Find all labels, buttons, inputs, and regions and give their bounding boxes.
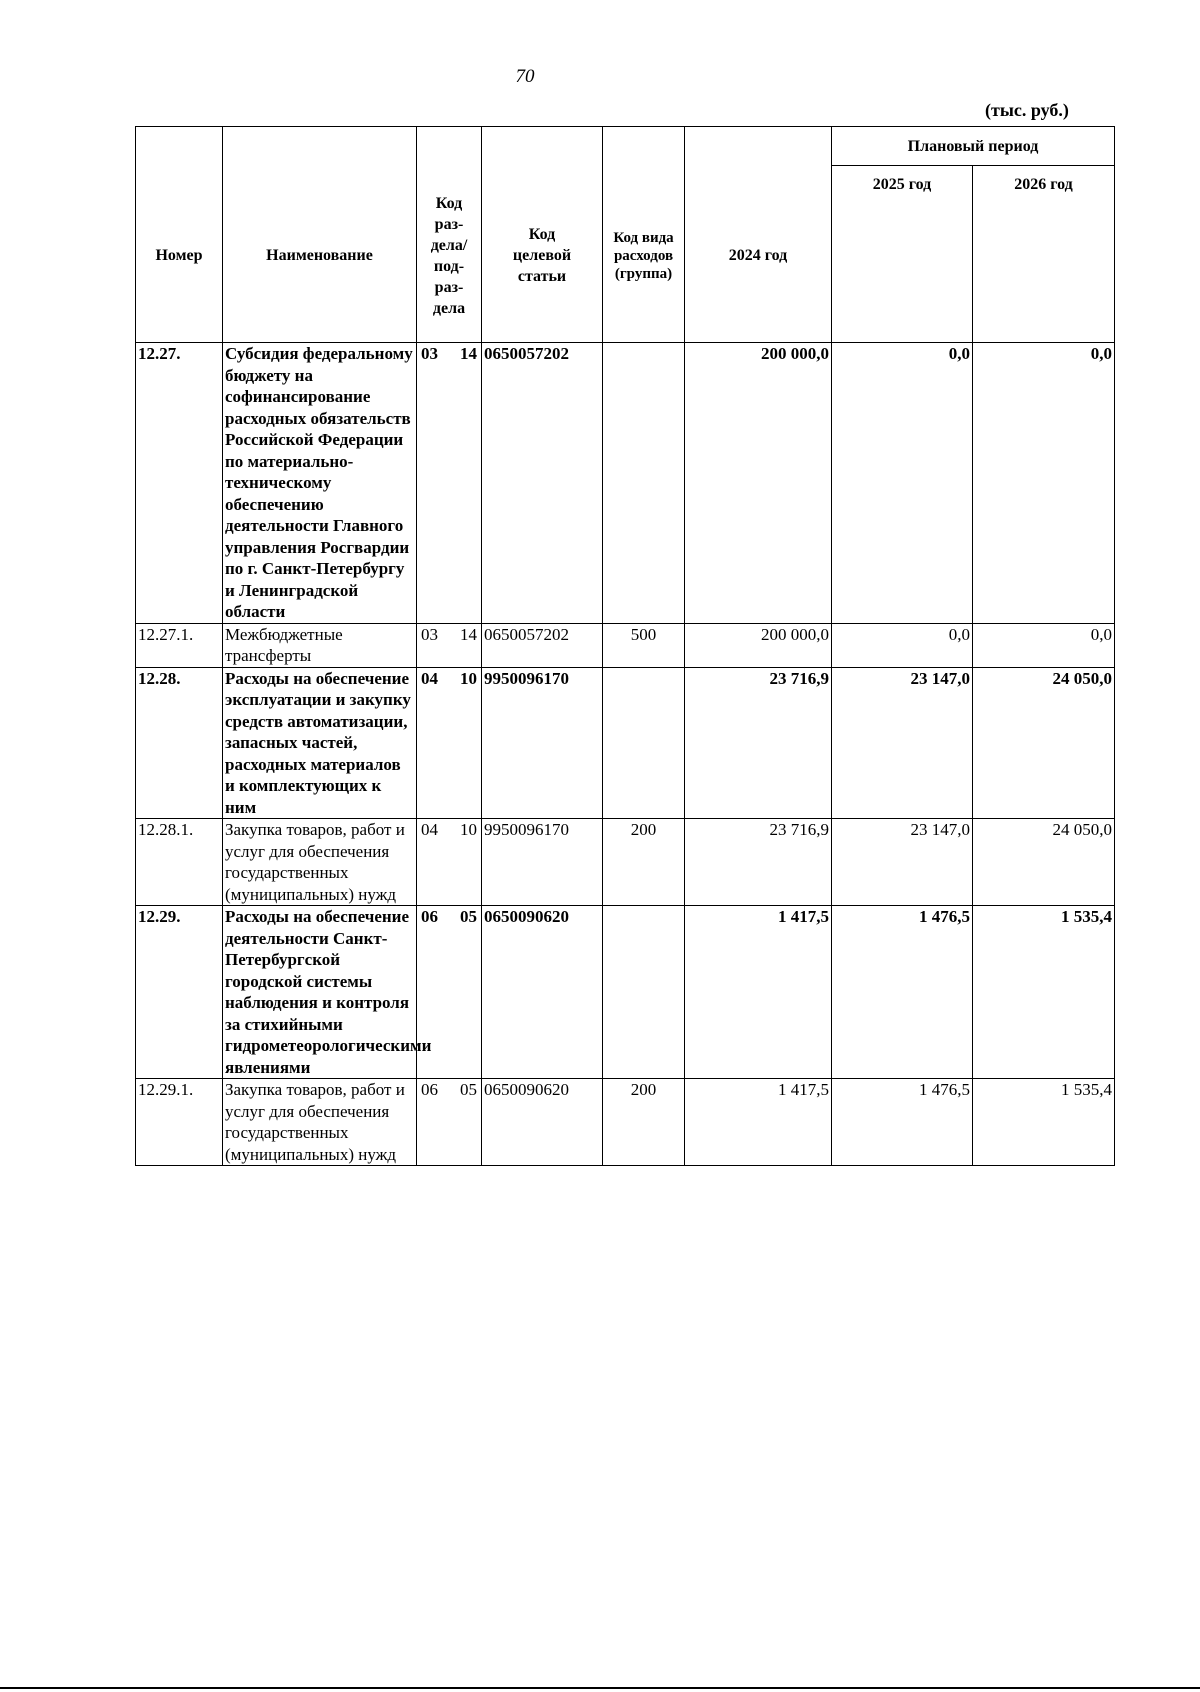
row-value-2026: 24 050,0 bbox=[973, 819, 1115, 906]
table-row bbox=[136, 906, 1115, 1079]
header-number: Номер bbox=[136, 127, 223, 343]
subsection-code: 14 bbox=[460, 624, 477, 644]
header-expense-type: Код вида расходов (группа) bbox=[603, 127, 685, 343]
row-section-code bbox=[417, 1079, 482, 1166]
row-expense-type: 200 bbox=[603, 1079, 685, 1166]
row-value-2025: 1 476,5 bbox=[832, 1079, 973, 1166]
table-body bbox=[136, 343, 1115, 1166]
section-code: 03 bbox=[421, 624, 438, 644]
row-value-2025: 0,0 bbox=[832, 343, 973, 624]
row-value-2025: 23 147,0 bbox=[832, 667, 973, 819]
subsection-code: 10 bbox=[460, 820, 477, 839]
table-header bbox=[136, 127, 1115, 343]
row-expense-type: 200 bbox=[603, 819, 685, 906]
row-value-2025: 0,0 bbox=[832, 623, 973, 667]
row-value-2026: 24 050,0 bbox=[973, 667, 1115, 819]
row-name: Расходы на обеспечение эксплуатации и закупку средств автоматизации, запасных частей, расходных материалов и комплектующих к ним bbox=[223, 667, 417, 819]
row-value-2026: 1 535,4 bbox=[973, 1079, 1115, 1166]
header-year-2025: 2025 год bbox=[832, 166, 973, 343]
row-target-code: 0650057202 bbox=[482, 343, 603, 624]
row-name: Закупка товаров, работ и услуг для обеспечения государственных (муниципальных) нужд bbox=[223, 819, 417, 906]
subsection-code: 14 bbox=[460, 344, 477, 363]
row-value-2025: 1 476,5 bbox=[832, 906, 973, 1079]
header-section: Код раз- дела/ под- раз- дела bbox=[417, 127, 482, 343]
section-code: 04 bbox=[421, 820, 438, 839]
row-expense-type bbox=[603, 667, 685, 819]
table-row bbox=[136, 1079, 1115, 1166]
row-name: Межбюджетные трансферты bbox=[223, 623, 417, 667]
row-expense-type bbox=[603, 906, 685, 1079]
table-row bbox=[136, 667, 1115, 819]
section-code: 03 bbox=[421, 344, 438, 363]
row-target-code: 0650057202 bbox=[482, 623, 603, 667]
row-number: 12.27.1. bbox=[136, 623, 223, 667]
row-section-code bbox=[417, 667, 482, 819]
row-value-2024: 200 000,0 bbox=[685, 343, 832, 624]
row-target-code: 9950096170 bbox=[482, 667, 603, 819]
row-value-2024: 23 716,9 bbox=[685, 819, 832, 906]
section-code: 06 bbox=[421, 1080, 438, 1099]
row-value-2026: 0,0 bbox=[973, 343, 1115, 624]
row-expense-type bbox=[603, 343, 685, 624]
header-year-2024: 2024 год bbox=[685, 127, 832, 343]
row-name: Субсидия федеральному бюджету на софинансирование расходных обязательств Российской Федерации по материально-техническому обеспечению деятельности Главного управления Росгвардии по г. Санкт-Петербургу и Ленинградской области bbox=[223, 343, 417, 624]
row-value-2024: 200 000,0 bbox=[685, 623, 832, 667]
row-number: 12.27. bbox=[136, 343, 223, 624]
table-row bbox=[136, 343, 1115, 624]
units-label: (тыс. руб.) bbox=[985, 100, 1069, 120]
section-code: 06 bbox=[421, 907, 438, 926]
row-value-2026: 0,0 bbox=[973, 623, 1115, 667]
header-target: Код целевой статьи bbox=[482, 127, 603, 343]
subsection-code: 10 bbox=[460, 668, 477, 688]
row-number: 12.29.1. bbox=[136, 1079, 223, 1166]
row-number: 12.28. bbox=[136, 667, 223, 819]
row-target-code: 0650090620 bbox=[482, 1079, 603, 1166]
row-number: 12.28.1. bbox=[136, 819, 223, 906]
row-target-code: 0650090620 bbox=[482, 906, 603, 1079]
header-year-2026: 2026 год bbox=[973, 166, 1115, 343]
page-number: 70 bbox=[515, 66, 535, 87]
subsection-code: 05 bbox=[460, 907, 477, 926]
row-name: Расходы на обеспечение деятельности Санкт-Петербургской городской системы наблюдения и контроля за стихийными гидрометеорологическими явлениями bbox=[223, 906, 417, 1079]
row-value-2024: 1 417,5 bbox=[685, 1079, 832, 1166]
row-name: Закупка товаров, работ и услуг для обеспечения государственных (муниципальных) нужд bbox=[223, 1079, 417, 1166]
row-section-code bbox=[417, 623, 482, 667]
header-name: Наименование bbox=[223, 127, 417, 343]
table-row bbox=[136, 623, 1115, 667]
row-target-code: 9950096170 bbox=[482, 819, 603, 906]
budget-table bbox=[135, 126, 1115, 1166]
row-section-code bbox=[417, 819, 482, 906]
row-value-2025: 23 147,0 bbox=[832, 819, 973, 906]
header-planned-period: Плановый период bbox=[832, 127, 1115, 166]
row-number: 12.29. bbox=[136, 906, 223, 1079]
table-row bbox=[136, 819, 1115, 906]
section-code: 04 bbox=[421, 668, 438, 688]
row-value-2024: 23 716,9 bbox=[685, 667, 832, 819]
subsection-code: 05 bbox=[460, 1080, 477, 1099]
row-section-code bbox=[417, 343, 482, 624]
row-value-2024: 1 417,5 bbox=[685, 906, 832, 1079]
page-bottom-border bbox=[0, 1687, 1200, 1689]
row-value-2026: 1 535,4 bbox=[973, 906, 1115, 1079]
row-expense-type: 500 bbox=[603, 623, 685, 667]
